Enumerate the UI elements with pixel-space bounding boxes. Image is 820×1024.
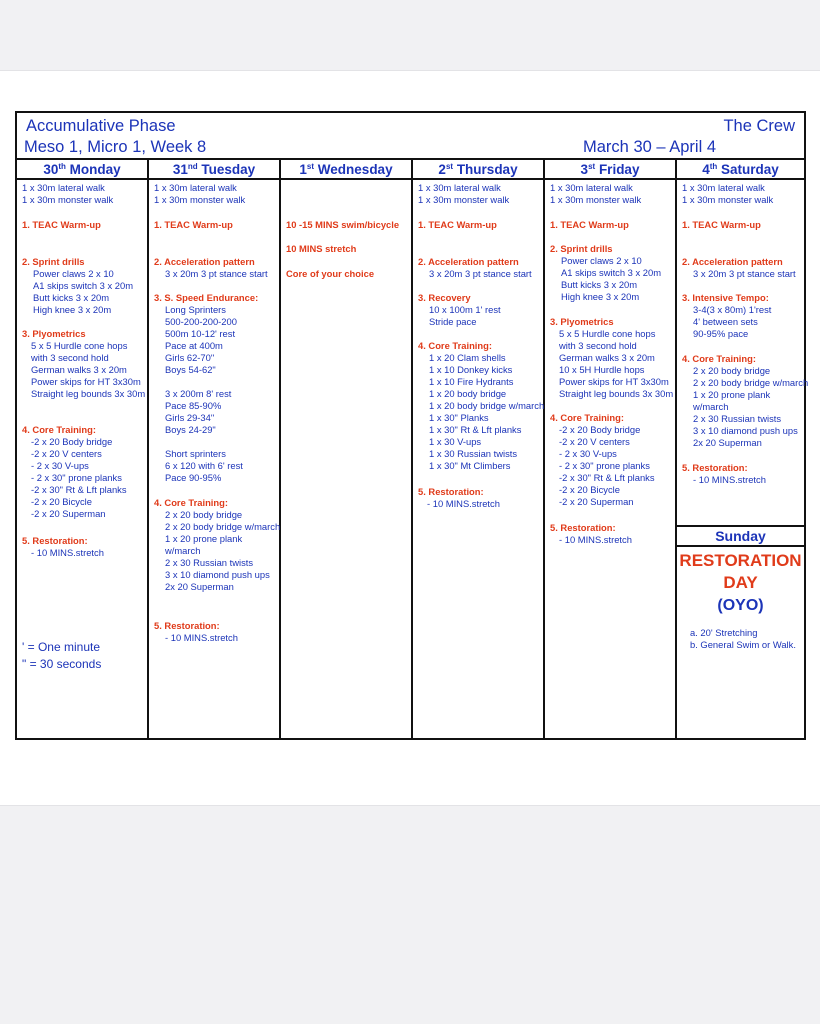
section-heading: 4. Core Training:: [154, 497, 228, 508]
warmup-line: 1 x 30m lateral walk: [550, 182, 633, 193]
exercise-line: 1 x 30" Mt Climbers: [429, 460, 511, 471]
exercise-line: - 10 MINS.stretch: [559, 534, 632, 545]
warmup-line: 1 x 30m monster walk: [682, 194, 774, 205]
exercise-line: Pace 85-90%: [165, 400, 222, 411]
exercise-line: 2 x 20 body bridge w/march: [165, 521, 281, 532]
column-divider: [411, 160, 413, 738]
exercise-line: 2 x 20 body bridge w/march: [693, 377, 809, 388]
exercise-line: with 3 second hold: [31, 352, 109, 363]
exercise-line: High knee 3 x 20m: [561, 291, 640, 302]
warmup-line: 1 x 30m monster walk: [418, 194, 510, 205]
exercise-line: 1 x 30" Rt & Lft planks: [429, 424, 522, 435]
exercise-line: - 10 MINS.stretch: [31, 547, 104, 558]
section-heading: Core of your choice: [286, 268, 375, 279]
exercise-line: 10 x 5H Hurdle hops: [559, 364, 645, 375]
exercise-line: - 10 MINS.stretch: [427, 498, 500, 509]
exercise-line: - 2 x 30" prone planks: [559, 460, 650, 471]
exercise-line: 2 x 30 Russian twists: [165, 557, 254, 568]
section-heading: 1. TEAC Warm-up: [154, 219, 233, 230]
sunday-note: b. General Swim or Walk.: [690, 639, 796, 650]
legend-seconds: " = 30 seconds: [22, 657, 102, 671]
day-header-friday: 3st Friday: [580, 162, 640, 177]
exercise-line: 1 x 10 Donkey kicks: [429, 364, 513, 375]
exercise-line: 1 x 30" Planks: [429, 412, 489, 423]
exercise-line: w/march: [693, 401, 729, 412]
exercise-line: German walks 3 x 20m: [31, 364, 127, 375]
section-heading: 10 -15 MINS swim/bicycle: [286, 219, 400, 230]
warmup-line: 1 x 30m lateral walk: [154, 182, 237, 193]
exercise-line: Boys 54-62": [165, 364, 216, 375]
exercise-line: 1 x 10 Fire Hydrants: [429, 376, 514, 387]
exercise-line: -2 x 30" Rt & Lft planks: [559, 472, 655, 483]
restoration-label: RESTORATION: [679, 551, 802, 570]
exercise-line: 500m 10-12' rest: [165, 328, 236, 339]
exercise-line: -2 x 20 Superman: [31, 508, 106, 519]
section-heading: 2. Sprint drills: [22, 256, 85, 267]
section-heading: 5. Restoration:: [550, 522, 616, 533]
exercise-line: Power claws 2 x 10: [561, 255, 642, 266]
exercise-line: -2 x 20 Body bridge: [31, 436, 113, 447]
exercise-line: Pace 90-95%: [165, 472, 222, 483]
exercise-line: Straight leg bounds 3x 30m: [559, 388, 674, 399]
section-heading: 5. Restoration:: [154, 620, 220, 631]
warmup-line: 1 x 30m monster walk: [154, 194, 246, 205]
section-heading: 5. Restoration:: [418, 486, 484, 497]
day-label: DAY: [723, 573, 758, 592]
section-heading: 2. Acceleration pattern: [154, 256, 255, 267]
warmup-line: 1 x 30m lateral walk: [682, 182, 765, 193]
day-header-monday: 30th Monday: [43, 162, 121, 177]
section-heading: 3. Plyometrics: [22, 328, 86, 339]
warmup-line: 1 x 30m lateral walk: [22, 182, 105, 193]
section-heading: 2. Acceleration pattern: [682, 256, 783, 267]
exercise-line: Stride pace: [429, 316, 477, 327]
sunday-title: Sunday: [715, 528, 766, 544]
exercise-line: 1 x 20 prone plank: [693, 389, 771, 400]
exercise-line: 2x 20 Superman: [693, 437, 762, 448]
phase-title: Accumulative Phase: [26, 117, 176, 135]
exercise-line: 10 x 100m 1' rest: [429, 304, 501, 315]
exercise-line: 3 x 10 diamond push ups: [693, 425, 798, 436]
section-heading: 5. Restoration:: [682, 462, 748, 473]
exercise-line: -2 x 20 Bicycle: [559, 484, 620, 495]
oyo-label: (OYO): [717, 597, 764, 614]
sunday-note: a. 20' Stretching: [690, 627, 758, 638]
exercise-line: 6 x 120 with 6' rest: [165, 460, 243, 471]
exercise-line: -2 x 20 Body bridge: [559, 424, 641, 435]
day-header-tuesday: 31nd Tuesday: [172, 162, 256, 177]
warmup-line: 1 x 30m monster walk: [550, 194, 642, 205]
column-divider: [279, 160, 281, 738]
legend-minute: ' = One minute: [22, 640, 100, 654]
exercise-line: Power skips for HT 3x30m: [31, 376, 141, 387]
exercise-line: - 2 x 30 V-ups: [31, 460, 89, 471]
exercise-line: Boys 24-29": [165, 424, 216, 435]
date-range: March 30 – April 4: [583, 138, 716, 156]
exercise-line: Power skips for HT 3x30m: [559, 376, 669, 387]
exercise-line: 1 x 20 prone plank: [165, 533, 243, 544]
column-divider: [675, 160, 677, 738]
day-header-thursday: 2st Thursday: [438, 162, 518, 177]
section-heading: 3. Plyometrics: [550, 316, 614, 327]
section-heading: 4. Core Training:: [682, 353, 756, 364]
section-heading: 1. TEAC Warm-up: [550, 219, 629, 230]
section-heading: 3. S. Speed Endurance:: [154, 292, 259, 303]
exercise-line: -2 x 30" Rt & Lft planks: [31, 484, 127, 495]
section-heading: 2. Sprint drills: [550, 243, 613, 254]
warmup-line: 1 x 30m monster walk: [22, 194, 114, 205]
section-heading: 1. TEAC Warm-up: [418, 219, 497, 230]
exercise-line: -2 x 20 V centers: [559, 436, 630, 447]
exercise-line: - 2 x 30 V-ups: [559, 448, 617, 459]
exercise-line: A1 skips switch 3 x 20m: [561, 267, 662, 278]
exercise-line: 3 x 20m 3 pt stance start: [165, 268, 268, 279]
exercise-line: Girls 62-70": [165, 352, 215, 363]
exercise-line: 3 x 200m 8' rest: [165, 388, 232, 399]
column-divider: [147, 160, 149, 738]
exercise-line: 2x 20 Superman: [165, 581, 234, 592]
exercise-line: - 2 x 30" prone planks: [31, 472, 122, 483]
section-heading: 5. Restoration:: [22, 535, 88, 546]
schedule-header: [17, 113, 804, 160]
exercise-line: 3 x 20m 3 pt stance start: [429, 268, 532, 279]
exercise-line: 3-4(3 x 80m) 1'rest: [693, 304, 772, 315]
exercise-line: Straight leg bounds 3x 30m: [31, 388, 146, 399]
section-heading: 4. Core Training:: [22, 424, 96, 435]
exercise-line: Power claws 2 x 10: [33, 268, 114, 279]
section-heading: 1. TEAC Warm-up: [22, 219, 101, 230]
exercise-line: w/march: [165, 545, 201, 556]
section-heading: 2. Acceleration pattern: [418, 256, 519, 267]
sunday-divider: [675, 545, 804, 547]
exercise-line: 90-95% pace: [693, 328, 749, 339]
exercise-line: with 3 second hold: [559, 340, 637, 351]
exercise-line: 1 x 20 body bridge w/march: [429, 400, 545, 411]
section-heading: 10 MINS stretch: [286, 243, 357, 254]
exercise-line: 2 x 20 body bridge: [165, 509, 243, 520]
exercise-line: 500-200-200-200: [165, 316, 237, 327]
exercise-line: German walks 3 x 20m: [559, 352, 655, 363]
document-page: [0, 70, 820, 806]
training-schedule-table: [15, 111, 809, 740]
exercise-line: - 10 MINS.stretch: [693, 474, 766, 485]
exercise-line: 2 x 20 body bridge: [693, 365, 771, 376]
exercise-line: High knee 3 x 20m: [33, 304, 112, 315]
warmup-line: 1 x 30m lateral walk: [418, 182, 501, 193]
exercise-line: 2 x 30 Russian twists: [693, 413, 782, 424]
exercise-line: Short sprinters: [165, 448, 226, 459]
exercise-line: Butt kicks 3 x 20m: [561, 279, 638, 290]
exercise-line: 5 x 5 Hurdle cone hops: [31, 340, 128, 351]
exercise-line: -2 x 20 Bicycle: [31, 496, 92, 507]
day-header-wednesday: 1st Wednesday: [299, 162, 393, 177]
exercise-line: 1 x 30 Russian twists: [429, 448, 518, 459]
exercise-line: Butt kicks 3 x 20m: [33, 292, 110, 303]
exercise-line: 3 x 10 diamond push ups: [165, 569, 270, 580]
sunday-divider: [675, 525, 804, 527]
column-divider: [543, 160, 545, 738]
exercise-line: - 10 MINS.stretch: [165, 632, 238, 643]
exercise-line: Long Sprinters: [165, 304, 226, 315]
exercise-line: 1 x 30 V-ups: [429, 436, 482, 447]
exercise-line: A1 skips switch 3 x 20m: [33, 280, 134, 291]
exercise-line: -2 x 20 Superman: [559, 496, 634, 507]
exercise-line: 1 x 20 Clam shells: [429, 352, 506, 363]
team-name: The Crew: [723, 117, 795, 135]
section-heading: 3. Intensive Tempo:: [682, 292, 769, 303]
section-heading: 4. Core Training:: [550, 412, 624, 423]
exercise-line: Pace at 400m: [165, 340, 223, 351]
day-header-saturday: 4th Saturday: [702, 162, 779, 177]
section-heading: 1. TEAC Warm-up: [682, 219, 761, 230]
section-heading: 3. Recovery: [418, 292, 471, 303]
exercise-line: Girls 29-34": [165, 412, 215, 423]
exercise-line: 1 x 20 body bridge: [429, 388, 507, 399]
section-heading: 4. Core Training:: [418, 340, 492, 351]
meso-label: Meso 1, Micro 1, Week 8: [24, 138, 207, 156]
exercise-line: 5 x 5 Hurdle cone hops: [559, 328, 656, 339]
exercise-line: 4' between sets: [693, 316, 758, 327]
exercise-line: -2 x 20 V centers: [31, 448, 102, 459]
exercise-line: 3 x 20m 3 pt stance start: [693, 268, 796, 279]
